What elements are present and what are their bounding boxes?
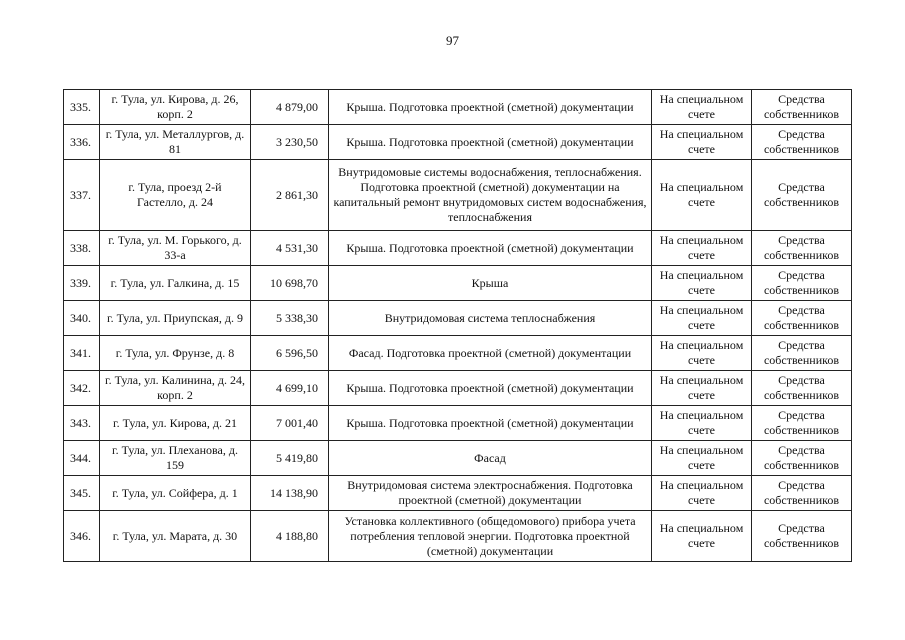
funds-source-cell: Средства собственников: [752, 90, 852, 125]
table-row: [64, 476, 852, 511]
address-cell: г. Тула, ул. Металлургов, д. 81: [100, 125, 251, 160]
amount-cell: 2 861,30: [251, 160, 329, 231]
row-number: 342.: [64, 371, 100, 406]
amount-cell: 14 138,90: [251, 476, 329, 511]
amount-cell: 10 698,70: [251, 266, 329, 301]
amount-cell: 7 001,40: [251, 406, 329, 441]
account-cell: На специальном счете: [652, 371, 752, 406]
table-row: [64, 371, 852, 406]
account-cell: На специальном счете: [652, 406, 752, 441]
funds-source-cell: Средства собственников: [752, 371, 852, 406]
funds-source-cell: Средства собственников: [752, 476, 852, 511]
row-number: 335.: [64, 90, 100, 125]
work-type-cell: Крыша. Подготовка проектной (сметной) документации: [329, 90, 652, 125]
funds-source-cell: Средства собственников: [752, 441, 852, 476]
account-cell: На специальном счете: [652, 160, 752, 231]
address-cell: г. Тула, ул. Кирова, д. 26, корп. 2: [100, 90, 251, 125]
work-type-cell: Крыша: [329, 266, 652, 301]
work-type-cell: Крыша. Подготовка проектной (сметной) документации: [329, 406, 652, 441]
work-type-cell: Установка коллективного (общедомового) прибора учета потребления тепловой энергии. Подготовка проектной (сметной) документации: [329, 511, 652, 562]
account-cell: На специальном счете: [652, 125, 752, 160]
funds-source-cell: Средства собственников: [752, 160, 852, 231]
work-type-cell: Крыша. Подготовка проектной (сметной) документации: [329, 125, 652, 160]
amount-cell: 3 230,50: [251, 125, 329, 160]
account-cell: На специальном счете: [652, 476, 752, 511]
amount-cell: 4 879,00: [251, 90, 329, 125]
work-type-cell: Внутридомовая система теплоснабжения: [329, 301, 652, 336]
row-number: 340.: [64, 301, 100, 336]
amount-cell: 5 419,80: [251, 441, 329, 476]
address-cell: г. Тула, ул. Кирова, д. 21: [100, 406, 251, 441]
account-cell: На специальном счете: [652, 301, 752, 336]
amount-cell: 6 596,50: [251, 336, 329, 371]
work-type-cell: Фасад. Подготовка проектной (сметной) документации: [329, 336, 652, 371]
row-number: 346.: [64, 511, 100, 562]
capital-repair-table: [63, 89, 852, 562]
table-row: [64, 301, 852, 336]
address-cell: г. Тула, ул. Фрунзе, д. 8: [100, 336, 251, 371]
address-cell: г. Тула, ул. Плеханова, д. 159: [100, 441, 251, 476]
account-cell: На специальном счете: [652, 441, 752, 476]
amount-cell: 4 699,10: [251, 371, 329, 406]
funds-source-cell: Средства собственников: [752, 266, 852, 301]
work-type-cell: Крыша. Подготовка проектной (сметной) документации: [329, 231, 652, 266]
row-number: 344.: [64, 441, 100, 476]
table-body: [64, 90, 852, 562]
table-row: [64, 90, 852, 125]
amount-cell: 4 531,30: [251, 231, 329, 266]
account-cell: На специальном счете: [652, 266, 752, 301]
page-number: 97: [446, 33, 459, 48]
account-cell: На специальном счете: [652, 336, 752, 371]
table-row: [64, 511, 852, 562]
row-number: 343.: [64, 406, 100, 441]
funds-source-cell: Средства собственников: [752, 406, 852, 441]
table-row: [64, 231, 852, 266]
work-type-cell: Крыша. Подготовка проектной (сметной) документации: [329, 371, 652, 406]
address-cell: г. Тула, ул. Сойфера, д. 1: [100, 476, 251, 511]
row-number: 336.: [64, 125, 100, 160]
work-type-cell: Фасад: [329, 441, 652, 476]
table-row: [64, 266, 852, 301]
work-type-cell: Внутридомовая система электроснабжения. Подготовка проектной (сметной) документации: [329, 476, 652, 511]
funds-source-cell: Средства собственников: [752, 511, 852, 562]
table-row: [64, 160, 852, 231]
address-cell: г. Тула, ул. Калинина, д. 24, корп. 2: [100, 371, 251, 406]
funds-source-cell: Средства собственников: [752, 336, 852, 371]
row-number: 338.: [64, 231, 100, 266]
funds-source-cell: Средства собственников: [752, 301, 852, 336]
amount-cell: 5 338,30: [251, 301, 329, 336]
account-cell: На специальном счете: [652, 231, 752, 266]
funds-source-cell: Средства собственников: [752, 125, 852, 160]
work-type-cell: Внутридомовые системы водоснабжения, теплоснабжения. Подготовка проектной (сметной) документации на капитальный ремонт внутридомовых систем водоснабжения, теплоснабжения: [329, 160, 652, 231]
row-number: 341.: [64, 336, 100, 371]
table-row: [64, 125, 852, 160]
address-cell: г. Тула, проезд 2-й Гастелло, д. 24: [100, 160, 251, 231]
funds-source-cell: Средства собственников: [752, 231, 852, 266]
address-cell: г. Тула, ул. Галкина, д. 15: [100, 266, 251, 301]
table-row: [64, 406, 852, 441]
amount-cell: 4 188,80: [251, 511, 329, 562]
address-cell: г. Тула, ул. Марата, д. 30: [100, 511, 251, 562]
address-cell: г. Тула, ул. М. Горького, д. 33-а: [100, 231, 251, 266]
account-cell: На специальном счете: [652, 511, 752, 562]
table-row: [64, 336, 852, 371]
table-row: [64, 441, 852, 476]
address-cell: г. Тула, ул. Приупская, д. 9: [100, 301, 251, 336]
row-number: 337.: [64, 160, 100, 231]
row-number: 345.: [64, 476, 100, 511]
row-number: 339.: [64, 266, 100, 301]
account-cell: На специальном счете: [652, 90, 752, 125]
